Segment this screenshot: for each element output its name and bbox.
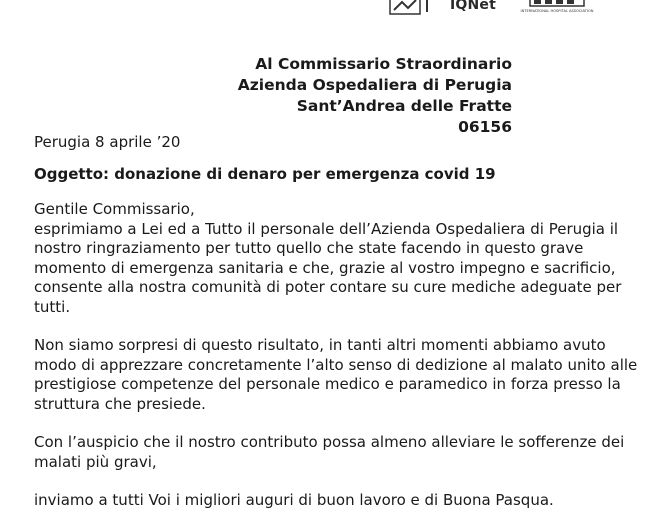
body-line: malati più gravi, bbox=[34, 452, 157, 471]
body-line: prestigiose competenze del personale medico e paramedico in forza presso la bbox=[34, 375, 621, 393]
logo-caption: INTERNATIONAL HOSPITAL ASSOCIATION bbox=[520, 9, 594, 13]
body-line: esprimiamo a Lei ed a Tutto il personale dell’Azienda Ospedaliera di Perugia il bbox=[34, 219, 619, 238]
recipient-line: Al Commissario Straordinario bbox=[255, 55, 512, 73]
header-logos bbox=[380, 0, 600, 20]
body-line: tutti. bbox=[34, 297, 71, 316]
recipient-line: Azienda Ospedaliera di Perugia bbox=[237, 76, 512, 94]
paragraph-2 bbox=[34, 336, 638, 414]
body-line: modo di apprezzare concretamente l’alto senso di dedizione al malato unito alle bbox=[34, 355, 638, 374]
letter-subject: Oggetto: donazione di denaro per emergenza covid 19 bbox=[34, 165, 496, 183]
recipient-line: Sant’Andrea delle Fratte bbox=[296, 97, 512, 115]
hospital-association-logo bbox=[520, 0, 594, 20]
body-line: nostro ringraziamento per tutto quello che state facendo in questo grave bbox=[34, 239, 584, 257]
body-line: struttura che presiede. bbox=[34, 394, 206, 413]
body-line: Con l’auspicio che il nostro contributo possa almeno alleviare le sofferenze dei bbox=[34, 433, 625, 451]
recipient-address bbox=[238, 54, 512, 138]
paragraph-1 bbox=[34, 219, 622, 318]
body-line: momento di emergenza sanitaria e che, grazie al vostro impegno e sacrificio, bbox=[34, 258, 616, 277]
iqnet-logo: IQNet bbox=[450, 0, 497, 13]
body-line: inviamo a tutti Voi i migliori auguri di buon lavoro e di Buona Pasqua. bbox=[34, 491, 554, 509]
letter-body bbox=[34, 200, 638, 530]
paragraph-4 bbox=[34, 491, 614, 511]
body-line: consente alla nostra comunità di poter contare su cure mediche adeguate per bbox=[34, 278, 622, 296]
certification-logo-icon bbox=[388, 0, 422, 18]
letter-date: Perugia 8 aprile ’20 bbox=[34, 133, 181, 151]
certification-mark-icon bbox=[426, 0, 438, 12]
body-line: Non siamo sorpresi di questo risultato, in tanti altri momenti abbiamo avuto bbox=[34, 336, 606, 354]
paragraph-3 bbox=[34, 433, 625, 472]
salutation: Gentile Commissario, bbox=[34, 200, 195, 218]
recipient-postal-code: 06156 bbox=[458, 118, 512, 136]
